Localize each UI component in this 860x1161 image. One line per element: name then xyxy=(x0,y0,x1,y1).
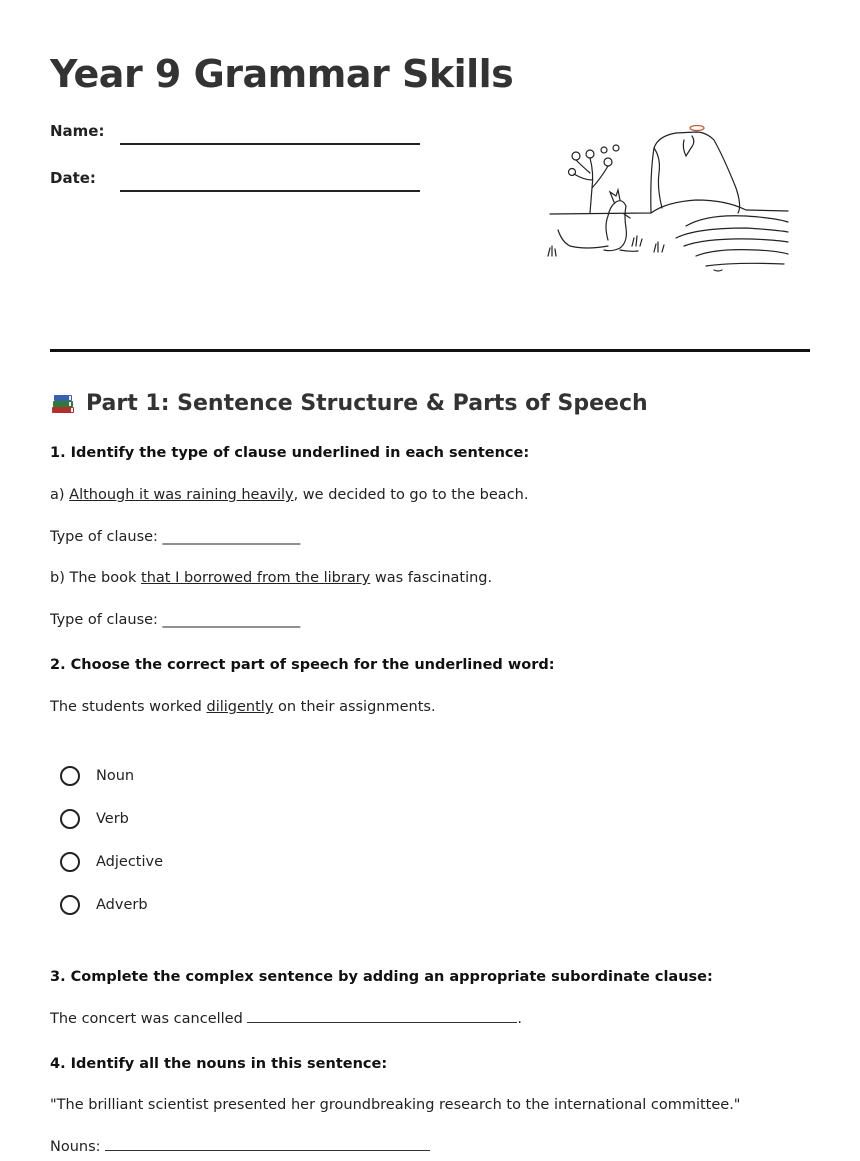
q1a-sentence xyxy=(50,487,528,503)
q2-sentence-before: The students worked xyxy=(50,699,207,715)
page-title: Year 9 Grammar Skills xyxy=(50,52,514,96)
option-verb[interactable] xyxy=(60,809,129,829)
q1-prompt: 1. Identify the type of clause underlined in each sentence: xyxy=(50,445,530,461)
q4-answer-label: Nouns: xyxy=(50,1139,106,1155)
q2-prompt: 2. Choose the correct part of speech for the underlined word: xyxy=(50,657,555,673)
radio-adverb[interactable] xyxy=(60,895,80,915)
q3-sentence-text: The concert was cancelled xyxy=(50,1011,248,1027)
q3-period: . xyxy=(517,1011,523,1027)
q4-answer[interactable] xyxy=(50,1139,430,1155)
q1b-answer-blank[interactable]: ___________________ xyxy=(162,612,301,628)
date-label: Date: xyxy=(50,169,96,187)
radio-verb[interactable] xyxy=(60,809,80,829)
option-noun[interactable] xyxy=(60,766,134,786)
q1b-prefix: b) The book xyxy=(50,570,142,586)
q1b-sentence xyxy=(50,570,492,586)
part1-heading xyxy=(50,390,648,416)
radio-adjective[interactable] xyxy=(60,852,80,872)
q3-sentence xyxy=(50,1011,522,1027)
name-field[interactable] xyxy=(120,143,420,145)
option-adverb-label: Adverb xyxy=(96,897,148,913)
q1a-answer-blank[interactable]: ___________________ xyxy=(162,529,301,545)
q2-underlined-word: diligently xyxy=(206,699,274,715)
option-adjective-label: Adjective xyxy=(96,854,164,870)
section-divider xyxy=(50,349,810,352)
q1a-underlined-clause: Although it was raining heavily xyxy=(69,487,294,503)
landscape-illustration xyxy=(546,118,796,278)
q3-answer-blank[interactable] xyxy=(247,1021,517,1023)
q1b-rest: was fascinating. xyxy=(370,570,493,586)
q4-prompt: 4. Identify all the nouns in this sentence: xyxy=(50,1056,388,1072)
q1a-answer[interactable] xyxy=(50,529,300,545)
name-label: Name: xyxy=(50,122,105,140)
q3-prompt: 3. Complete the complex sentence by adding an appropriate subordinate clause: xyxy=(50,969,713,985)
date-field[interactable] xyxy=(120,190,420,192)
radio-noun[interactable] xyxy=(60,766,80,786)
q4-answer-blank[interactable] xyxy=(105,1149,430,1151)
q2-sentence-after: on their assignments. xyxy=(273,699,436,715)
part1-heading-text: Part 1: Sentence Structure & Parts of Speech xyxy=(86,390,648,416)
option-noun-label: Noun xyxy=(96,768,135,784)
q1b-underlined-clause: that I borrowed from the library xyxy=(141,570,371,586)
q1b-answer[interactable] xyxy=(50,612,300,628)
q1a-prefix: a) xyxy=(50,487,70,503)
option-verb-label: Verb xyxy=(96,811,129,827)
q4-quote: "The brilliant scientist presented her groundbreaking research to the international committee." xyxy=(50,1097,741,1113)
q1a-rest: , we decided to go to the beach. xyxy=(293,487,529,503)
option-adjective[interactable] xyxy=(60,852,163,872)
q1a-answer-label: Type of clause: xyxy=(50,529,163,545)
books-icon xyxy=(50,390,76,416)
q1b-answer-label: Type of clause: xyxy=(50,612,163,628)
q2-sentence xyxy=(50,699,436,715)
option-adverb[interactable] xyxy=(60,895,148,915)
